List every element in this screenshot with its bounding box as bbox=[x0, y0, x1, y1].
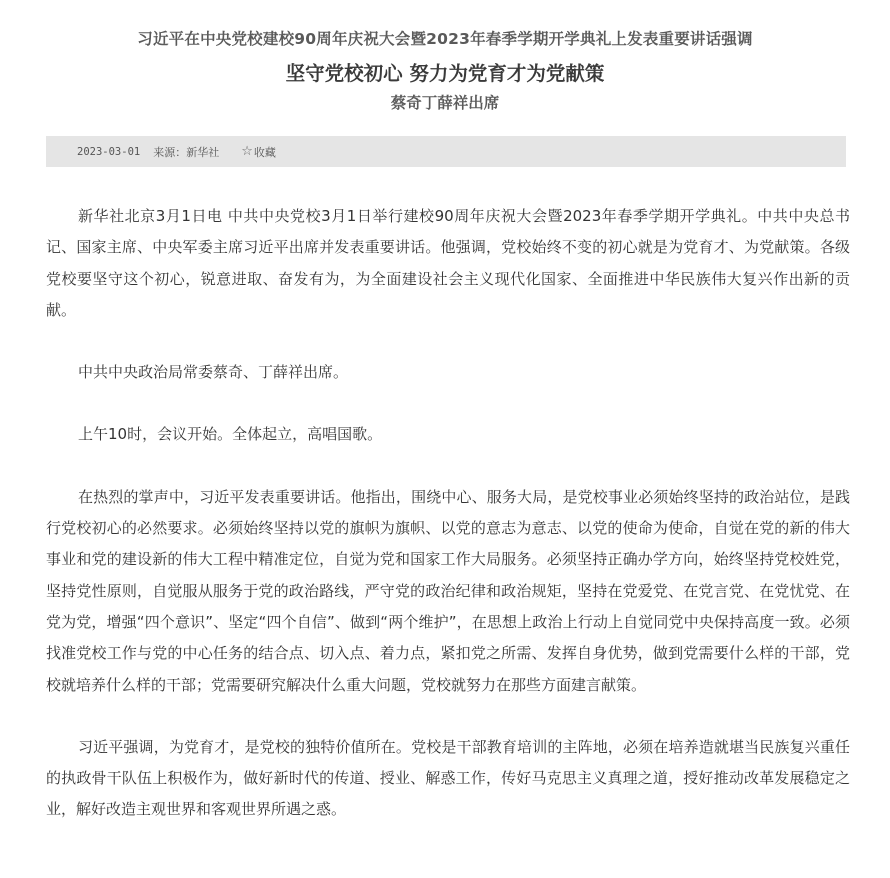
article-sub-title: 蔡奇丁薛祥出席 bbox=[390, 94, 500, 112]
favorite-button[interactable] bbox=[241, 144, 276, 160]
article-meta-bar bbox=[46, 136, 846, 167]
article-paragraph: 在热烈的掌声中，习近平发表重要讲话。他指出，围绕中心、服务大局，是党校事业必须始终坚持的政治站位，是践行党校初心的必然要求。必须始终坚持以党的旗帜为旗帜、以党的意志为意志、以党的使命为使命，自觉在党的新的伟大事业和党的建设新的伟大工程中精准定位，自觉为党和国家工作大局服务。必须坚持正确办学方向，始终坚持党校姓党，坚持党性原则，自觉服从服务于党的政治路线，严守党的政治纪律和政治规矩，坚持在党爱党、在党言党、在党忧党、在党为党，增强“四个意识”、坚定“四个自信”、做到“两个维护”，在思想上政治上行动上自觉同党中央保持高度一致。必须找准党校工作与党的中心任务的结合点、切入点、着力点，紧扣党之所需、发挥自身优势，做到党需要什么样的干部，党校就培养什么样的干部；党需要研究解决什么重大问题，党校就努力在那些方面建言献策。 bbox=[46, 487, 850, 694]
article-paragraph: 新华社北京3月1日电 中共中央党校3月1日举行建校90周年庆祝大会暨2023年春季学期开学典礼。中共中央总书记、国家主席、中央军委主席习近平出席并发表重要讲话。他强调，党校始终不变的初心就是为党育才、为党献策。各级党校要坚守这个初心，锐意进取、奋发有为，为全面建设社会主义现代化国家、全面推进中华民族伟大复兴作出新的贡献。 bbox=[46, 207, 850, 319]
article-paragraph: 习近平强调，为党育才，是党校的独特价值所在。党校是干部教育培训的主阵地，必须在培养造就堪当民族复兴重任的执政骨干队伍上积极作为，做好新时代的传道、授业、解惑工作，传好马克思主义真理之道，授好推动改革发展稳定之业，解好改造主观世界和客观世界所遇之惑。 bbox=[46, 737, 850, 819]
article-paragraph: 上午10时，会议开始。全体起立，高唱国歌。 bbox=[78, 425, 383, 444]
star-outline-icon: ☆ bbox=[241, 144, 253, 159]
publish-date: 2023-03-01 bbox=[77, 145, 141, 158]
article-source: 来源：新华社 bbox=[153, 145, 220, 159]
article-main-title: 坚守党校初心 努力为党育才为党献策 bbox=[285, 62, 605, 85]
article-pre-title: 习近平在中央党校建校90周年庆祝大会暨2023年春季学期开学典礼上发表重要讲话强调 bbox=[137, 30, 753, 48]
article-body bbox=[46, 201, 850, 857]
article-paragraph: 中共中央政治局常委蔡奇、丁薛祥出席。 bbox=[78, 363, 349, 382]
favorite-label: 收藏 bbox=[253, 145, 276, 159]
